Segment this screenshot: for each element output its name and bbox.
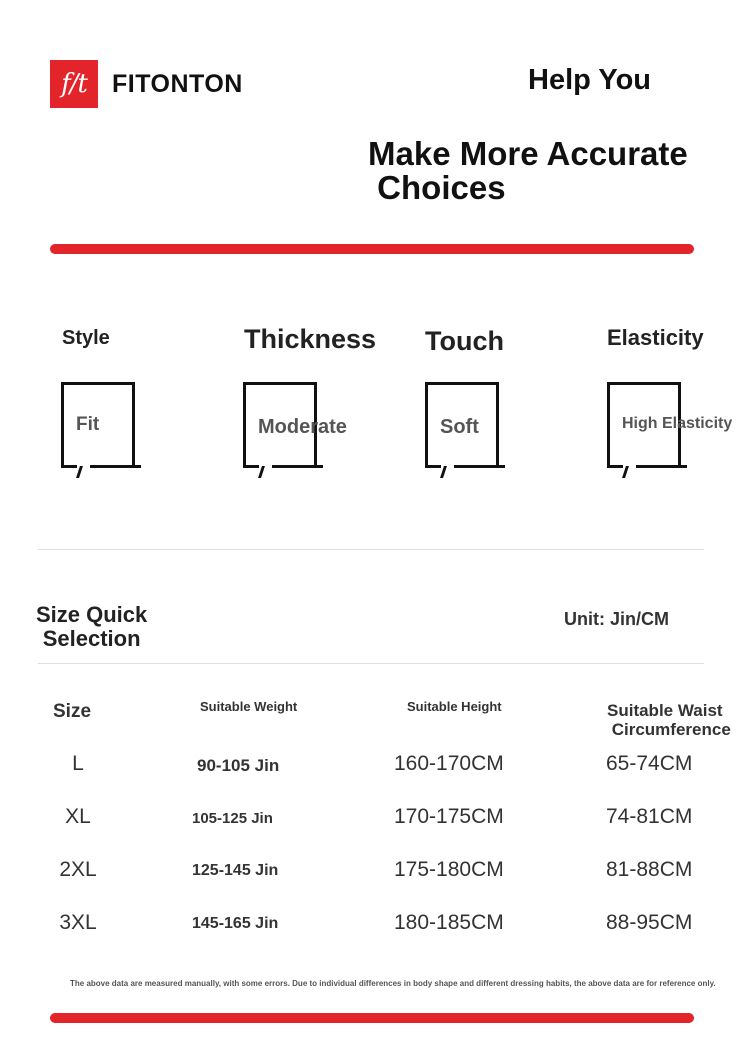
table-cell-size: L [72, 752, 84, 775]
table-divider [38, 663, 704, 664]
brand-name: FITONTON [112, 70, 243, 98]
attribute-title-thickness: Thickness [244, 324, 377, 354]
table-cell-height: 175-180CM [394, 858, 504, 881]
measurement-note: The above data are measured manually, with some errors. Due to individual differences in body shape and different dressing habits, the above data are for reference only. [70, 979, 716, 988]
attribute-title-style: Style [62, 327, 110, 349]
attribute-value-thickness: Moderate [258, 416, 347, 438]
bottom-red-divider [50, 1013, 694, 1023]
table-cell-size: 3XL [59, 911, 97, 934]
table-cell-height: 180-185CM [394, 911, 504, 934]
table-cell-waist: 65-74CM [606, 752, 693, 775]
headline-line-1: Help You [528, 64, 651, 96]
table-cell-size: XL [65, 805, 91, 828]
table-header-height: Suitable Height [407, 699, 502, 714]
section-divider [38, 549, 704, 550]
attribute-title-elasticity: Elasticity [607, 325, 704, 350]
table-cell-weight: 105-125 Jin [192, 810, 273, 827]
unit-label: Unit: Jin/CM [564, 609, 669, 629]
table-cell-weight: 125-145 Jin [192, 862, 279, 879]
attribute-value-style: Fit [76, 414, 100, 435]
table-cell-size: 2XL [59, 858, 97, 881]
top-red-divider [50, 244, 694, 254]
table-header-waist: Suitable Waist Circumference [607, 701, 731, 739]
attribute-value-touch: Soft [440, 416, 479, 438]
table-cell-waist: 81-88CM [606, 858, 693, 881]
table-cell-height: 160-170CM [394, 752, 504, 775]
table-header-weight: Suitable Weight [200, 699, 298, 714]
attribute-value-elasticity: High Elasticity [622, 415, 733, 432]
table-cell-weight: 145-165 Jin [192, 915, 279, 932]
table-cell-height: 170-175CM [394, 805, 504, 828]
table-cell-waist: 88-95CM [606, 911, 693, 934]
table-header-size: Size [53, 701, 92, 722]
size-section-title: Size Quick Selection [36, 602, 148, 651]
table-cell-waist: 74-81CM [606, 805, 693, 828]
headline-line-2: Make More Accurate Choices [368, 135, 688, 206]
table-cell-weight: 90-105 Jin [197, 756, 280, 775]
brand-logo: f/t [50, 60, 98, 108]
attribute-title-touch: Touch [425, 326, 504, 356]
